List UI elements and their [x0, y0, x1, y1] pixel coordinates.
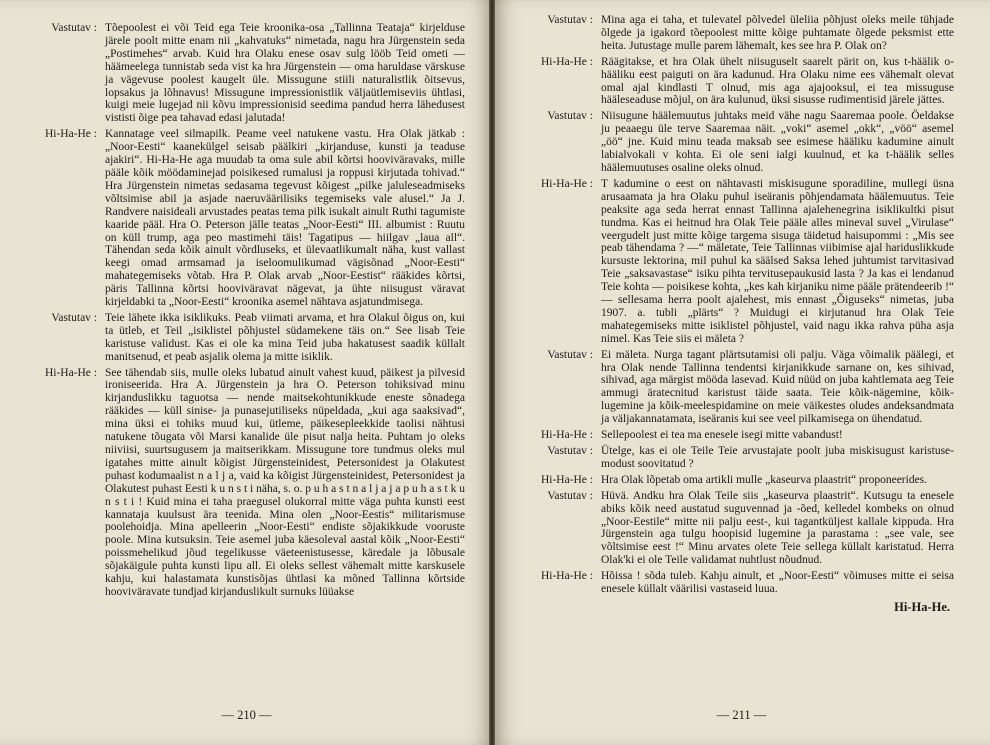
book-gutter — [489, 0, 495, 745]
dialogue-text: Ei mäleta. Nurga tagant plärtsutamisi oli palju. Väga võimalik päälegi, et hra Olak nende Tallinna tendentsi kirjanikkude sarnane on, kes sihivad, sihivad, aga märgist mööda lasevad. Kuid nüüd on juba kahtlemata aeg Teie ammugi äratecnitud karistust täide saata. Teie kõik-nägemine, kõik-lugemine ja kõik-meelespidamine on meie väikestes oludes andeksandmata ja väljakannatamata, iseäranis kui see veel pilkamisega on ühendatud. — [601, 348, 954, 426]
dialogue-entry — [517, 178, 954, 346]
dialogue-text: See tähendab siis, mulle oleks lubatud ainult vahest kuud, päikest ja pilvesid ironiseerida. Hra A. Jürgenstein ja hra O. Peterson tohiksivad minu kirjanduslikku taguotsa — nende maitsekohtunikkude eneste sõnadega rääkides — küll sinise- ja punasejutiliseks nüpeldada, „kui aga saaksivad“, mina üksi ei tohiks muud kui, ütleme, päikesepleekkide taolisi nähtusi natukene tõugata või Marsi kanalide üle pisut nalja heita. Puhtam jo oleks niiviisi, suurtsugusem ja maitserikkam. Missugune tore tundmus oleks mul igatahes mitte ainult kõigist Jürgensteinidest, Petersonidest ja Olakutest puhast kodumaalist n a l j a, vaid ka kõigist Jürgensteinidest, Petersonidest ja Olakutest puhast Eesti k u n s t i näha, s. o. p u h a s t n a l j a j a p u h a s t k u n s t i ! Kuid mina ei taha praegusel olukorral mitte väga puhta kunsti eest kannataja kuulsust ära teenida. Mina olen „Noor-Eestis“ militarismuse poolehoidja. Mina apelleerin „Noor-Eesti“ endiste sõjakikkude vooruste poole. Mina kutsuksin. Teie asemel juba käesoleval aastal kõik „Noor-Eesti“ poissmehelikud jõud tegelikusse väeteenistusesse, käredale ja lõbusale sõjakäigule puhta kunsti lipu all. Ei oleks sellest vähemalt mitte karskusele kahju, kui halastamata kunstisõjas ühtlasi ka mõned Tallinna kõrtside hooviväravate tundjad kirjanduslikult surnuks lüüakse — [105, 366, 465, 598]
dialogue-entry — [22, 312, 465, 364]
author-signature: Hi-Ha-He. — [894, 599, 950, 614]
page-number-left: — 210 — — [221, 708, 272, 722]
speaker-label: Vastutav : — [51, 311, 97, 324]
speaker-label: Hi-Ha-He : — [540, 429, 593, 442]
dialogue-text: Hüvä. Andku hra Olak Teile siis „kaseurva plaastrit“. Kutsugu ta enesele abiks kõik need austatud suguvennad ja -õed, kelledel kombeks on olnud „Noor-Eestile“ mitte nii palju eest-, kui tagantküljest kallale kippuda. Hra Jürgenstein aga tulgu hoopisid lugemine ja parastama : „see vale, see võltsimise eest !“ Minu arvates olete Teie sellega küllalt karistatud. Herra Olak'ki ei ole Teile validamat nuhtlust nõudnud. — [601, 489, 954, 567]
speaker-label: Hi-Ha-He : — [540, 55, 593, 68]
dialogue-entry — [517, 56, 954, 108]
speaker-label: Vastutav : — [547, 110, 593, 123]
dialogue-entry — [517, 570, 954, 596]
dialogue-text: Hra Olak lõpetab oma artikli mulle „kaseurva plaastrit“ proponeerides. — [601, 473, 928, 486]
dialogue-entry — [517, 14, 954, 53]
dialogue-entry — [517, 490, 954, 567]
dialogue-text: Kannatage veel silmapilk. Peame veel natukene vastu. Hra Olak jätkab : „Noor-Eesti“ kaanekülgel seisab päälkiri „kirjanduse, kunsti ja teaduse ajakiri“. Hi-Ha-He aga muudab ta oma sule abil kõrtsi hooviväravaks, mille pääle kõik möödaminejad poisikesed rumalusi ja roppusi kirjutada tohivad.“ Hra Jürgenstein nimetas sedasama tegevust kõigest „pilke jaluleseadmiseks võltsimise abil ja asjade naeruväärilisiks tegemiseks vale alusel.“ Ja J. Randvere naisideali arvustades peatas tema pilk isukalt ainult Ruthi tagumiste kaaride pääl. Hra O. Peterson jälle teatas „Noor-Eesti“ III. albumist : Ruutu on küll trump, aga peo mastimehi täis! Tagatipus — hiilgav „laua all“. Tähendan seda kõik ainult võrdluseks, et ülevaatlikumalt näha, kust vallast keegi omad armsamad ja iseloomulikumad vägisõnad „Noor-Eesti“ mahategemiseks võtab. Hra P. Olak arvab „Noor-Eestist“ rääkides kõrtsi, päris Tallinna kõrtsi hooviväravat nägevat, ja ühte niisugust väravat kirjeldabki ta „Noor-Eesti“ kroonika asemel nähtava asjatundmisega. — [105, 128, 465, 309]
dialogue-entry — [517, 445, 954, 471]
speaker-label: Vastutav : — [51, 22, 97, 34]
dialogue-text: T kadumine o eest on nähtavasti miskisugune sporadiline, mullegi üsna arusaamata ja hra Olaku puhul iseäranis põhjendamata häälemuutus. Teie peaksite aga seda herrat ennast Tallinna ajalehenegrina isiklikultki pisut tundma. Kas ei heitnud hra Olak Teie pääle alles mineval suvel „Virulase“ veergudelt just mitte kõige targema sisuga täidetud haisupommi : „Mis see peab tähendama ? —“ mäletate, Teie Tallinnas viibimise ajal hariduslikkude kursuste lektorina, mil puhul ka säälsed Saksa lehed juhtumist tarvitasivad Teie „saksavastase“ isiku pihta tervitusepaukusid lasta ? Ja kas ei lendanud Teie kohta — poisikese kohta, „kes kah kirjaniku nime pääle prätendeerib !“ — sellesama herra poolt ajalehest, mis ennast „Õiguseks“ nimetas, juba 1907. a. tubli „plärts“ ? Muidugi ei kirjutanud hra Olak Teie mahategemiseks mitte isiklistel põhjustel, vaid nagu ikka rahva püha asja nimel. Kas Teie siis ei mäleta ? — [601, 177, 954, 345]
speaker-label: Hi-Ha-He : — [44, 128, 97, 141]
dialogue-text: Räägitakse, et hra Olak ühelt niisuguselt saarelt pärit on, kus t-häälik o-hääliku eest paiguti on ära kadunud. Hra Olaku nime ees vähemalt olevat omal ajal kindlasti T olnud, mis aga ajajooksul, ei tea missuguse hääleseaduse mõjul, on ära kulunud, üksi sisusse rudimentisid järele jättes. — [601, 55, 954, 107]
dialogue-text: Mina aga ei taha, et tulevatel põlvedel üleliia põhjust oleks meile tühjade õlgede ja igakord tõepoolest mitte kõige puhtamate õlgede peksmist ette heita. Jutustage mulle parem lähemalt, kes see hra P. Olak on? — [601, 14, 954, 52]
dialogue-entry — [22, 22, 465, 125]
page-number-right: — 211 — — [716, 708, 767, 722]
speaker-label: Hi-Ha-He : — [44, 366, 97, 379]
right-dialogue — [517, 14, 954, 596]
dialogue-entry — [517, 349, 954, 426]
dialogue-text: Sellepoolest ei tea ma enesele isegi mitte vabandust! — [601, 429, 843, 442]
dialogue-entry — [22, 367, 465, 599]
right-page — [493, 0, 990, 745]
dialogue-text: Niisugune häälemuutus juhtaks meid vähe nagu Saaremaa poole. Öeldakse ju peaaegu üle terve Saaremaa näit. „voki“ asemel „okk“, „vöö“ asemel „öö“ jne. Kuid minu teada maksab see esimese hääliku kadumine ainult labialvokali v kohta. Ei ole seni ialgi kuulnud, et ka t-häälik selles häälemuutuses osaline oleks olnud. — [601, 110, 954, 174]
dialogue-entry — [517, 110, 954, 175]
speaker-label: Vastutav : — [547, 489, 593, 502]
dialogue-text: Ütelge, kas ei ole Teile Teie arvustajate poolt juba miskisugust karistuse-modust soovitatud ? — [601, 445, 954, 470]
speaker-label: Hi-Ha-He : — [540, 570, 593, 583]
dialogue-entry — [517, 429, 954, 442]
dialogue-text: Hõissa ! sõda tuleb. Kahju ainult, et „Noor-Eesti“ võimuses mitte ei seisa enesele küllalt väärilisi vastaseid luua. — [601, 570, 954, 596]
left-page — [0, 0, 493, 745]
dialogue-entry — [22, 128, 465, 309]
dialogue-text: Tõepoolest ei või Teid ega Teie kroonika-osa „Tallinna Teataja“ kirjelduse järele poolt mitte enam nii „kahvatuks“ nimetada, nagu hra Jürgenstein seda „Postimehes“ arvab. Kuid hra Olaku enese osav sulg lööb Teid ometi — häämeelega tunnistab seda vist ka hra Jürgenstein — oma haruldase värskuse ja vägevuse poolest kaugelt üle. Missugune stiili naturalistlik õitsevus, lopsakus ja lõhnavus! Missugune impressionistlik väljaütlemiseviis ühtlasi, kuigi meie lugejad nii kõvu impressionisid seedima pandud herra lähedusest vististi õige pea tahavad edasi jalutada! — [105, 22, 465, 125]
speaker-label: Vastutav : — [547, 348, 593, 361]
speaker-label: Vastutav : — [547, 14, 593, 26]
dialogue-entry — [517, 474, 954, 487]
dialogue-text: Teie lähete ikka isiklikuks. Peab viimati arvama, et hra Olakul õigus on, kui ta ütleb, et Teil „isiklistel põhjustel südamekene täis on.“ See lisab Teie karistuse validust. Kas ei ole ka mina Teid juba hakatusest saadik küllalt manitsenud, et peab asjalik olema ja mitte isiklik. — [105, 311, 465, 363]
speaker-label: Hi-Ha-He : — [540, 177, 593, 190]
left-dialogue — [22, 22, 465, 599]
speaker-label: Vastutav : — [547, 445, 593, 457]
speaker-label: Hi-Ha-He : — [540, 473, 593, 486]
